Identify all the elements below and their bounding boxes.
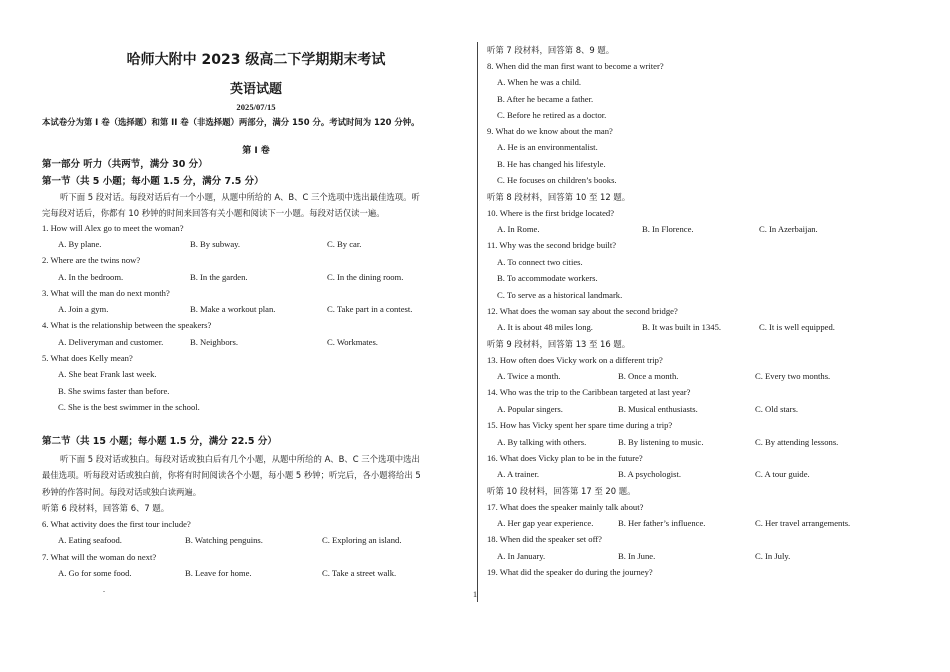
q2-option-a: A. In the bedroom. [58,272,124,282]
q5-option-c: C. She is the best swimmer in the school. [58,402,200,412]
material-10-heading: 听第 10 段材料，回答第 17 至 20 题。 [487,486,636,496]
q10-option-c: C. In Azerbaijan. [759,224,818,234]
page-number: 1 [473,590,477,599]
q12-option-a: A. It is about 48 miles long. [497,322,593,332]
exam-date: 2025/07/15 [236,102,276,112]
q1-option-a: A. By plane. [58,239,102,249]
section2-instructions-cont: 最佳选项。听每段对话或独白前，你将有时间阅读各个小题，每小题 5 秒钟；听完后，各小题将给出 5 [42,470,421,480]
q15-option-c: C. By attending lessons. [755,437,839,447]
q13-option-b: B. Once a month. [618,371,679,381]
q5-option-a: A. She beat Frank last week. [58,369,157,379]
question-2: 2. Where are the twins now? [42,255,141,265]
q17-option-b: B. Her father’s influence. [618,518,706,528]
question-11: 11. Why was the second bridge built? [487,240,617,250]
q11-option-b: B. To accommodate workers. [497,273,598,283]
material-7-heading: 听第 7 段材料，回答第 8、9 题。 [487,45,615,55]
q14-option-b: B. Musical enthusiasts. [618,404,698,414]
subject-title: 英语试题 [229,82,282,97]
q4-option-c: C. Workmates. [327,337,378,347]
q3-option-c: C. Take part in a contest. [327,304,413,314]
q1-option-b: B. By subway. [190,239,241,249]
q16-option-c: C. A tour guide. [755,469,810,479]
material-6-heading: 听第 6 段材料，回答第 6、7 题。 [42,503,170,513]
q15-option-b: B. By listening to music. [618,437,704,447]
q6-option-a: A. Eating seafood. [58,535,122,545]
q14-option-c: C. Old stars. [755,404,798,414]
section2-instructions-end: 秒钟的作答时间。每段对话或独白读两遍。 [42,487,202,497]
question-14: 14. Who was the trip to the Caribbean targeted at last year? [487,387,691,397]
q11-option-c: C. To serve as a historical landmark. [497,290,623,300]
q14-option-a: A. Popular singers. [497,404,563,414]
q16-option-a: A. A trainer. [497,469,540,479]
q9-option-c: C. He focuses on children’s books. [497,175,617,185]
q3-option-b: B. Make a workout plan. [190,304,276,314]
q12-option-b: B. It was built in 1345. [642,322,722,332]
question-9: 9. What do we know about the man? [487,126,613,136]
volume-title: 第 I 卷 [242,146,270,156]
column-divider [477,42,478,602]
question-4: 4. What is the relationship between the speakers? [42,320,212,330]
q10-option-b: B. In Florence. [642,224,694,234]
exam-intro: 本试卷分为第 I 卷（选择题）和第 II 卷（非选择题）两部分，满分 150 分。考试时间为 120 分钟。 [42,117,420,127]
q13-option-c: C. Every two months. [755,371,831,381]
section1-title: 第一节（共 5 小题；每小题 1.5 分，满分 7.5 分） [42,176,264,187]
question-7: 7. What will the woman do next? [42,552,157,562]
question-16: 16. What does Vicky plan to be in the future? [487,453,643,463]
q8-option-a: A. When he was a child. [497,77,582,87]
question-18: 18. When did the speaker set off? [487,534,602,544]
q6-option-b: B. Watching penguins. [185,535,263,545]
footer-mark: . [103,585,105,594]
question-13: 13. How often does Vicky work on a different trip? [487,355,663,365]
q16-option-b: B. A psychologist. [618,469,682,479]
q12-option-c: C. It is well equipped. [759,322,835,332]
q1-option-c: C. By car. [327,239,362,249]
q3-option-a: A. Join a gym. [58,304,109,314]
q8-option-b: B. After he became a father. [497,94,594,104]
q17-option-a: A. Her gap year experience. [497,518,594,528]
q5-option-b: B. She swims faster than before. [58,386,170,396]
q9-option-b: B. He has changed his lifestyle. [497,159,606,169]
question-12: 12. What does the woman say about the second bridge? [487,306,678,316]
q2-option-c: C. In the dining room. [327,272,404,282]
q9-option-a: A. He is an environmentalist. [497,142,598,152]
q17-option-c: C. Her travel arrangements. [755,518,851,528]
q7-option-c: C. Take a street walk. [322,568,397,578]
q8-option-c: C. Before he retired as a doctor. [497,110,607,120]
q11-option-a: A. To connect two cities. [497,257,583,267]
exam-title: 哈师大附中 2023 级高二下学期期末考试 [126,52,386,68]
q4-option-b: B. Neighbors. [190,337,238,347]
q15-option-a: A. By talking with others. [497,437,587,447]
question-19: 19. What did the speaker do during the journey? [487,567,653,577]
question-5: 5. What does Kelly mean? [42,353,133,363]
question-1: 1. How will Alex go to meet the woman? [42,223,184,233]
question-6: 6. What activity does the first tour include? [42,519,191,529]
material-8-heading: 听第 8 段材料，回答第 10 至 12 题。 [487,192,631,202]
q6-option-c: C. Exploring an island. [322,535,402,545]
question-17: 17. What does the speaker mainly talk about? [487,502,644,512]
q7-option-a: A. Go for some food. [58,568,132,578]
question-8: 8. When did the man first want to become a writer? [487,61,664,71]
q2-option-b: B. In the garden. [190,272,248,282]
q18-option-b: B. In June. [618,551,656,561]
section1-instructions: 听下面 5 段对话。每段对话后有一个小题，从题中所给的 A、B、C 三个选项中选出最佳选项。听 [60,192,420,202]
question-10: 10. Where is the first bridge located? [487,208,615,218]
q7-option-b: B. Leave for home. [185,568,252,578]
section2-instructions: 听下面 5 段对话或独白。每段对话或独白后有几个小题，从题中所给的 A、B、C 三个选项中选出 [60,454,420,464]
material-9-heading: 听第 9 段材料，回答第 13 至 16 题。 [487,339,631,349]
q13-option-a: A. Twice a month. [497,371,561,381]
q4-option-a: A. Deliveryman and customer. [58,337,164,347]
q10-option-a: A. In Rome. [497,224,540,234]
section1-instructions-cont: 完每段对话后，你都有 10 秒钟的时间来回答有关小题和阅读下一小题。每段对话仅读一遍。 [42,208,385,218]
section2-title: 第二节（共 15 小题；每小题 1.5 分，满分 22.5 分） [42,436,277,447]
q18-option-c: C. In July. [755,551,791,561]
part1-title: 第一部分 听力（共两节，满分 30 分） [42,159,208,170]
q18-option-a: A. In January. [497,551,546,561]
question-3: 3. What will the man do next month? [42,288,170,298]
question-15: 15. How has Vicky spent her spare time during a trip? [487,420,673,430]
